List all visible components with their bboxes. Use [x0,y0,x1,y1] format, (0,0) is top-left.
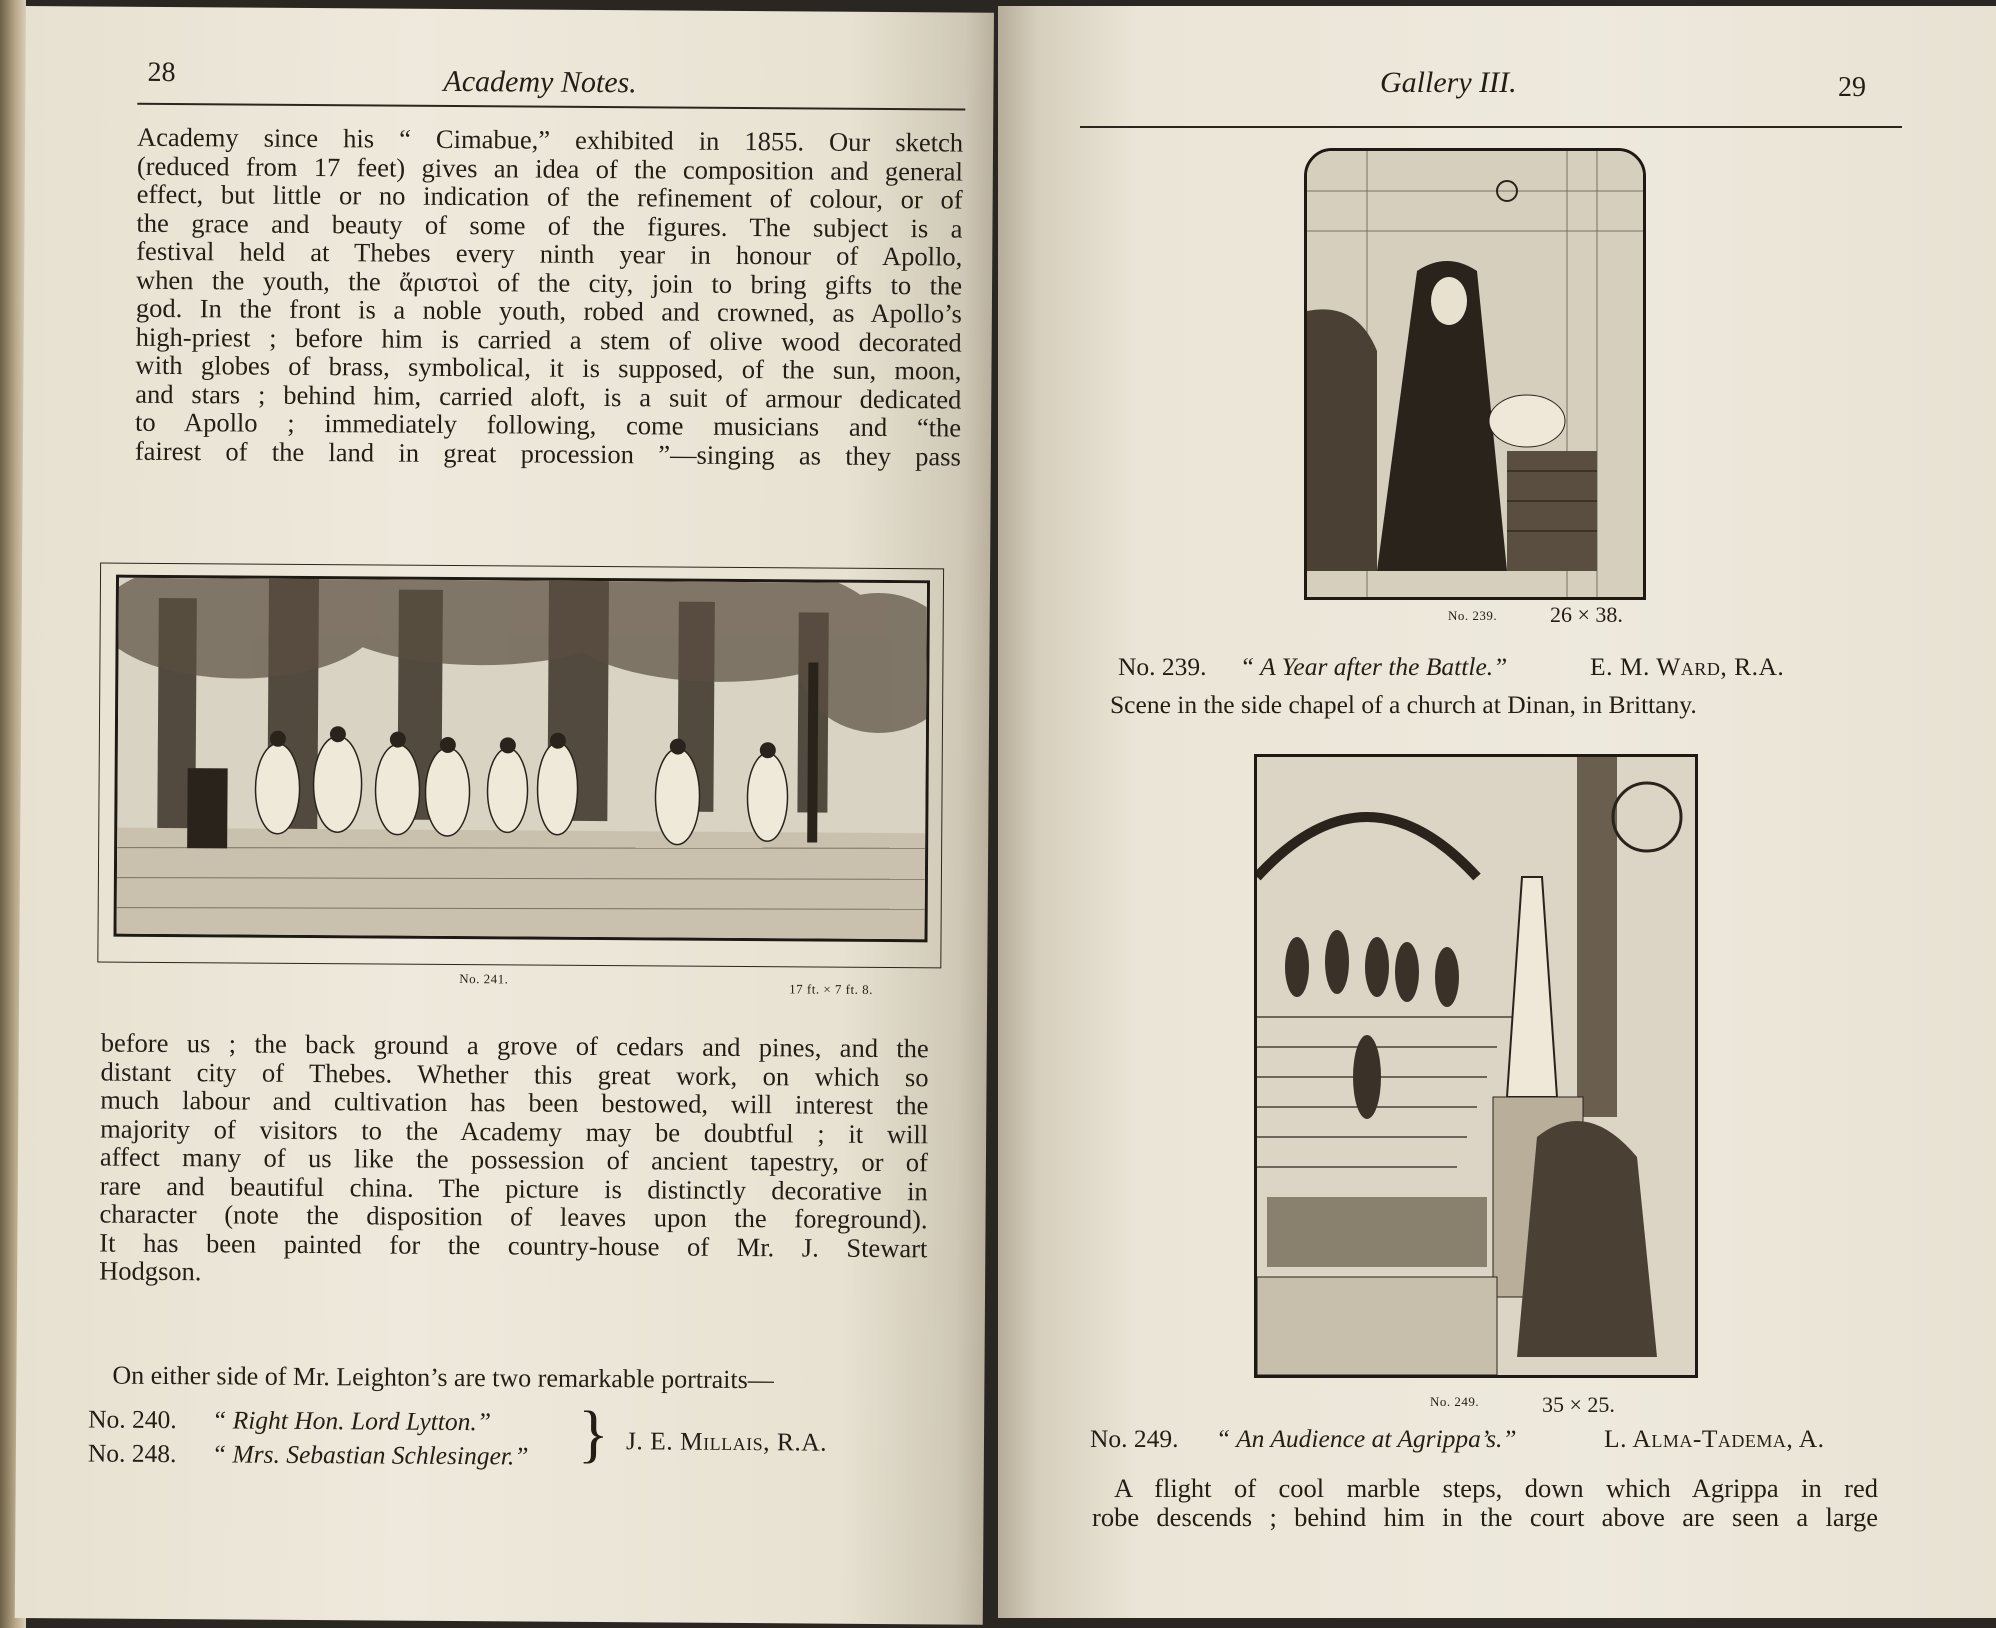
left-page-number: 28 [147,56,176,89]
portraits-artist: J. E. Millais, R.A. [625,1426,828,1457]
text-line: rare and beautiful china. The picture is distinctly decorative in [99,1170,928,1206]
chapel-illustration [1307,151,1643,597]
text-line: to Apollo ; immediately following, come musicians and “the [134,406,962,443]
right-page [998,6,1996,1618]
text-line: robe descends ; behind him in the court above are seen a large [1092,1501,1878,1532]
plate-249-size: 35 × 25. [1542,1392,1615,1417]
text-line: festival held at Thebes every ninth year in honour of Apollo, [136,235,963,272]
text-line: and stars ; behind him, carried aloft, is a suit of armour dedicated [135,378,962,415]
brace-glyph: } [577,1397,610,1470]
plate-249-engraving [1254,754,1698,1378]
entry-249-number: No. 249. [1090,1424,1179,1453]
entry-239-artist: E. M. Ward, R.A. [1590,652,1785,681]
text-line: much labour and cultivation has been bestowed, will interest the [100,1084,929,1121]
portraits-intro: On either side of Mr. Leighton’s are two remarkable portraits— [112,1360,774,1395]
text-line: It has been painted for the country-house of Mr. J. Stewart [99,1227,928,1263]
text-line: character (note the disposition of leaves upon the foreground). [99,1198,928,1235]
text-line: when the youth, the ἄριστοὶ of the city, join to bring gifts to the [135,264,963,301]
right-header-rule [1080,126,1902,128]
text-line: Hodgson. [99,1255,202,1287]
text-line: (reduced from 17 feet) gives an idea of the composition and general [136,150,963,187]
procession-illustration [117,578,927,940]
text-line: fairest of the land in great procession ”—singing as they pass [134,435,961,472]
text-line: affect many of us like the possession of ancient tapestry, or of [99,1141,929,1178]
plate-239-engraving [1304,148,1646,600]
right-running-head [998,48,1996,108]
entry-248-title: “ Mrs. Sebastian Schlesinger.” [211,1439,529,1471]
plate-239-size: 26 × 38. [1550,602,1623,627]
entry-239-number: No. 239. [1118,652,1207,681]
entry-249-description [1092,1474,1878,1531]
left-bottom-paragraph [99,1029,929,1291]
entry-239-title: “ A Year after the Battle.” [1240,652,1508,681]
text-line: god. In the front is a noble youth, robed and crowned, as Apollo’s [135,292,962,329]
text-line: the grace and beauty of some of the figures. The subject is a [136,207,963,244]
left-page [15,6,994,1625]
entry-249-artist: L. Alma-Tadema, A. [1604,1424,1825,1453]
plate-239-number: No. 239. [1448,608,1498,623]
left-running-title: Academy Notes. [443,64,637,100]
entry-248-number: No. 248. [87,1438,177,1469]
plate-241-engraving [114,575,931,943]
plate-249-number: No. 249. [1430,1394,1480,1409]
text-line: high-priest ; before him is carried a stem of olive wood decorated [135,321,962,358]
plate-241-number: No. 241. [459,971,509,987]
right-running-title: Gallery III. [1380,66,1517,99]
entry-240-number: No. 240. [88,1404,177,1435]
text-line: Academy since his “ Cimabue,” exhibited in 1855. Our sketch [136,121,964,158]
entry-239-description: Scene in the side chapel of a church at Dinan, in Brittany. [1110,690,1697,719]
text-line: majority of visitors to the Academy may be doubtful ; it will [100,1113,929,1149]
entry-249-title: “ An Audience at Agrippa’s.” [1216,1424,1517,1453]
text-line: distant city of Thebes. Whether this great work, on which so [100,1056,929,1092]
text-line: before us ; the back ground a grove of cedars and pines, and the [100,1027,929,1064]
text-line: with globes of brass, symbolical, it is supposed, of the sun, moon, [135,349,962,386]
agrippa-illustration [1257,757,1695,1375]
text-line: effect, but little or no indication of the refinement of colour, or of [136,178,963,215]
text-line: A flight of cool marble steps, down which Agrippa in red [1114,1473,1878,1503]
plate-241-size: 17 ft. × 7 ft. 8. [789,981,873,997]
right-page-number: 29 [1838,72,1866,103]
entry-240-title: “ Right Hon. Lord Lytton.” [212,1405,492,1437]
left-top-paragraph [135,123,963,471]
